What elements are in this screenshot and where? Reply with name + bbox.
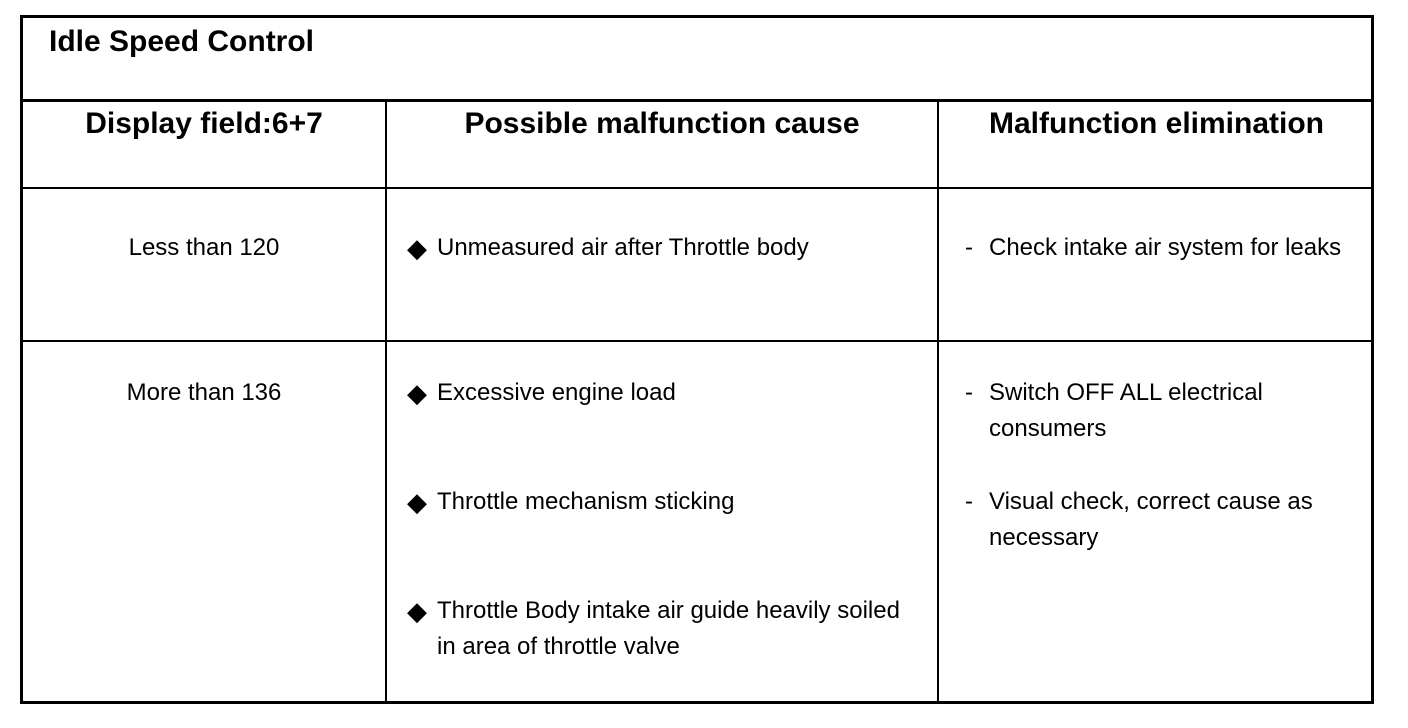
dash-bullet-icon: - — [965, 488, 973, 515]
header-display-field: Display field:6+7 — [85, 107, 323, 140]
table-title: Idle Speed Control — [49, 25, 315, 58]
elimination-text: Switch OFF ALL electrical consumers — [989, 379, 1263, 442]
elimination-text: Visual check, correct cause as necessary — [989, 488, 1313, 551]
cause-item — [407, 230, 917, 266]
cause-text: Unmeasured air after Throttle body — [437, 234, 809, 261]
cause-item — [407, 375, 917, 411]
dash-bullet-icon: - — [965, 234, 973, 261]
elimination-item — [965, 484, 1355, 556]
display-value-row-2: More than 136 — [126, 379, 282, 406]
header-possible-cause: Possible malfunction cause — [464, 107, 860, 140]
cause-text: Throttle Body intake air guide heavily soiled in area of throttle valve — [437, 597, 900, 660]
cause-text: Throttle mechanism sticking — [437, 488, 735, 515]
header-divider — [23, 187, 1371, 189]
diamond-bullet-icon: ◆ — [407, 378, 427, 408]
diamond-bullet-icon: ◆ — [407, 596, 427, 626]
diamond-bullet-icon: ◆ — [407, 233, 427, 263]
elimination-text: Check intake air system for leaks — [989, 234, 1342, 261]
header-malfunction-elimination: Malfunction elimination — [989, 107, 1324, 140]
dash-bullet-icon: - — [965, 379, 973, 406]
elimination-item — [965, 375, 1355, 447]
elimination-item — [965, 230, 1355, 266]
cause-text: Excessive engine load — [437, 379, 676, 406]
diagnostic-table — [20, 15, 1374, 704]
cause-item — [407, 593, 917, 665]
diamond-bullet-icon: ◆ — [407, 487, 427, 517]
column-divider — [937, 102, 939, 704]
display-value-row-1: Less than 120 — [128, 234, 280, 261]
title-row — [23, 18, 1371, 102]
column-divider — [385, 102, 387, 704]
row-divider — [23, 340, 1371, 342]
cause-item — [407, 484, 917, 520]
